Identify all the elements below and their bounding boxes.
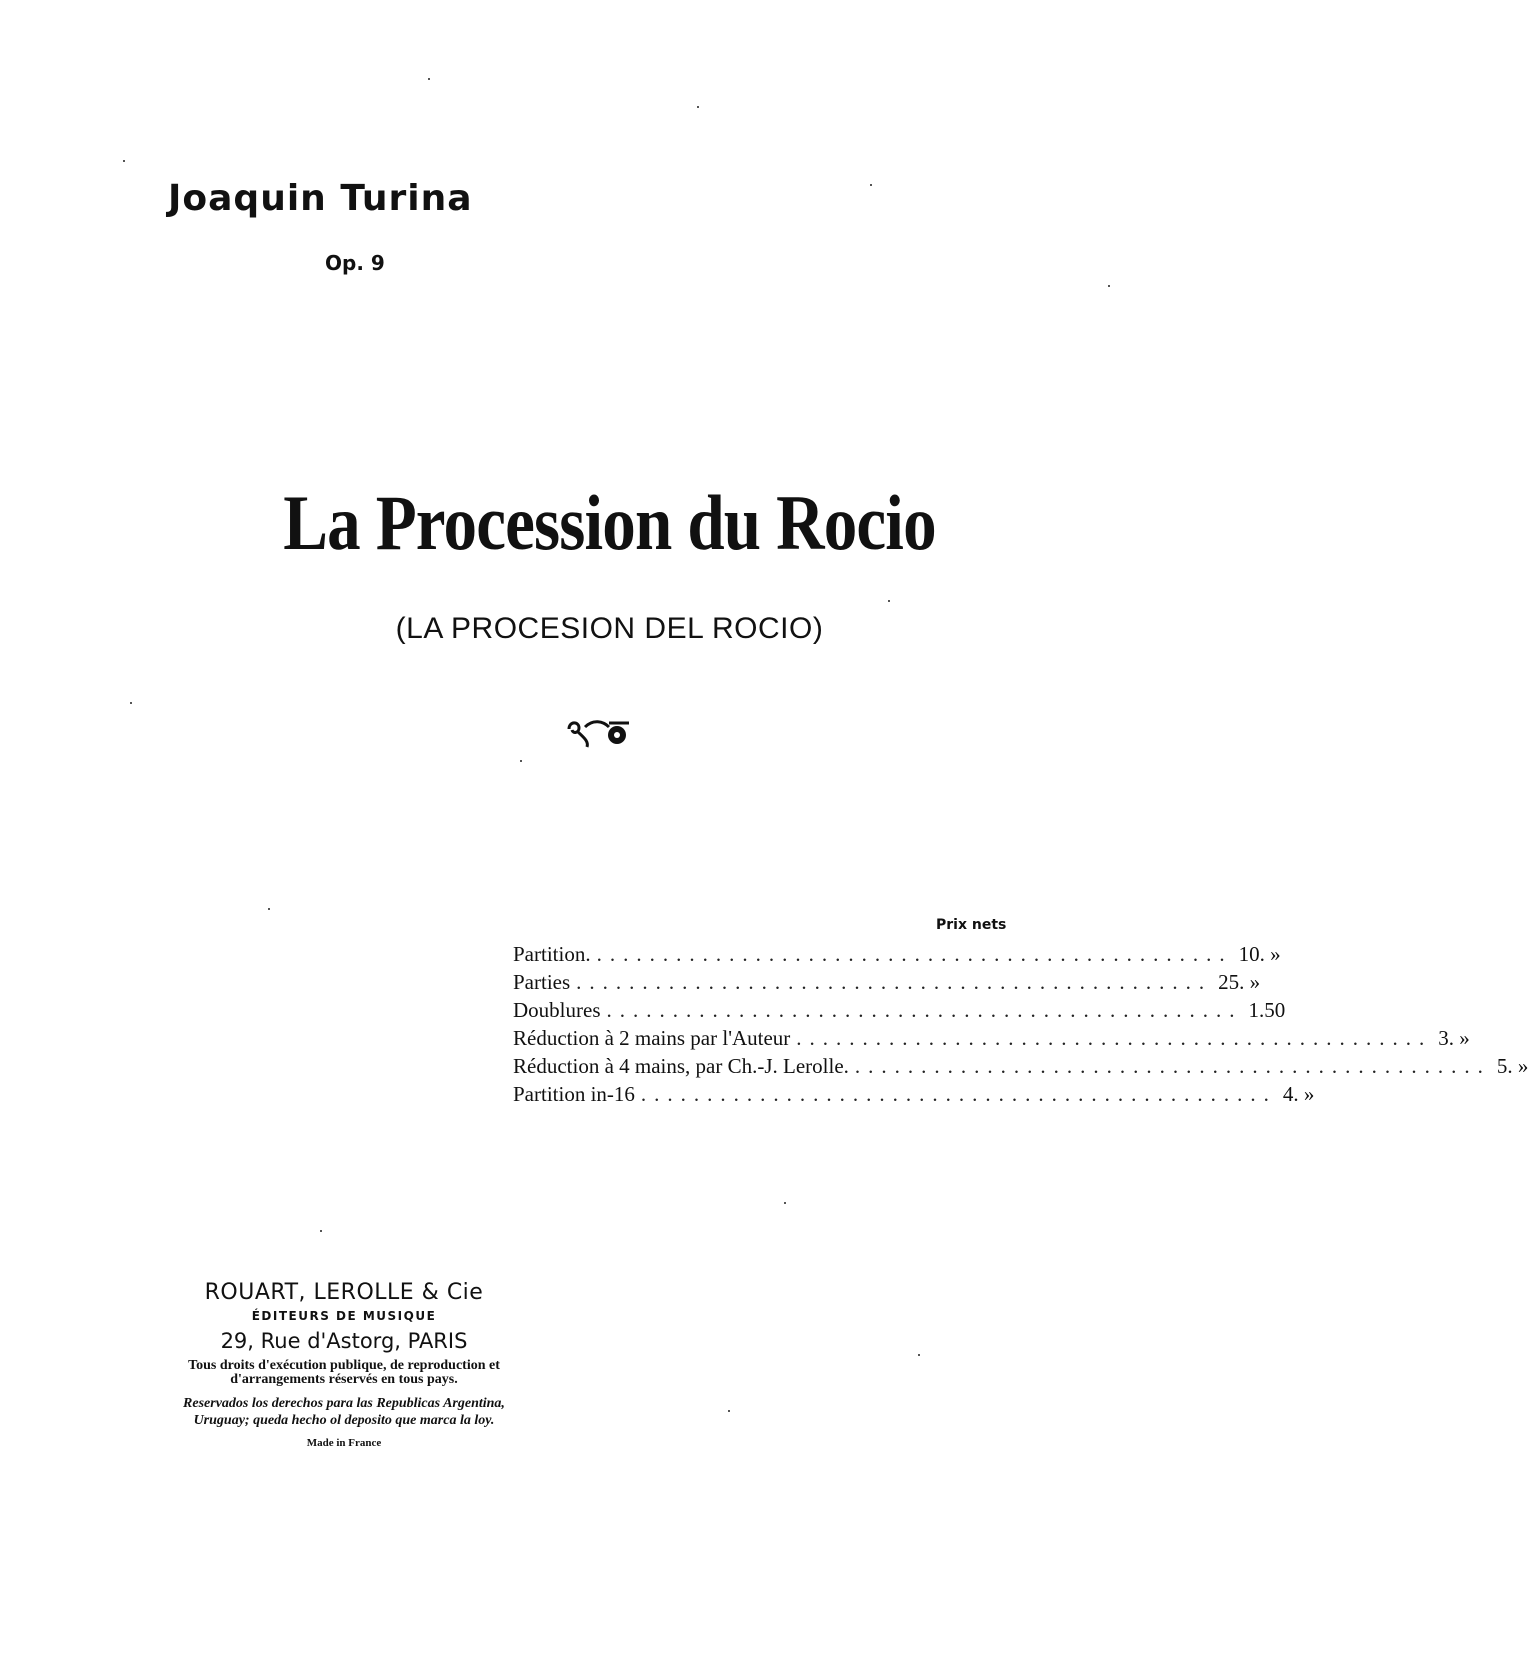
price-label: Réduction à 2 mains par l'Auteur (513, 1026, 791, 1050)
price-value: 3. » (1438, 1026, 1470, 1050)
scan-speck (870, 184, 872, 186)
scan-speck (784, 1202, 786, 1204)
scan-speck (1108, 285, 1110, 287)
scan-speck (130, 702, 132, 704)
opus-number: Op. 9 (325, 251, 385, 275)
scan-speck (520, 760, 522, 762)
scan-speck (320, 1230, 322, 1232)
price-value: 10. » (1238, 942, 1281, 966)
fleuron-ornament-icon (565, 715, 635, 749)
price-value: 25. » (1218, 970, 1261, 994)
price-label: Partition. (513, 942, 591, 966)
scan-speck (728, 1410, 730, 1412)
price-row (513, 1054, 1528, 1082)
dot-leader: ................................................ (796, 1026, 1433, 1050)
scan-speck (428, 78, 430, 80)
dot-leader: ................................................ (576, 970, 1213, 994)
price-row (513, 942, 1281, 970)
work-title: La Procession du Rocio (283, 479, 936, 566)
scan-speck (918, 1354, 920, 1356)
price-row (513, 970, 1261, 998)
price-list (513, 942, 1528, 1110)
publisher-role: ÉDITEURS DE MUSIQUE (251, 1309, 437, 1323)
work-subtitle: (LA PROCESION DEL ROCIO) (395, 612, 824, 645)
dot-leader: ................................................ (606, 998, 1243, 1022)
scan-speck (123, 160, 125, 162)
price-label: Doublures (513, 998, 601, 1022)
price-value: 4. » (1282, 1082, 1315, 1106)
scan-speck (268, 908, 270, 910)
made-in-notice: Made in France (306, 1437, 382, 1449)
prices-header: Prix nets (936, 917, 1007, 933)
price-label: Partition in-16 (513, 1082, 635, 1106)
composer-name: Joaquin Turina (168, 178, 473, 219)
dot-leader: ................................................ (854, 1054, 1491, 1078)
dot-leader: ................................................ (596, 942, 1233, 966)
dot-leader: ................................................ (640, 1082, 1277, 1106)
publisher-name: ROUART, LEROLLE & Cie (204, 1280, 484, 1305)
publisher-address: 29, Rue d'Astorg, PARIS (220, 1329, 468, 1353)
publisher-block (168, 1280, 520, 1449)
price-label: Parties (513, 970, 571, 994)
scan-speck (888, 600, 890, 602)
reserved-notice: Reservados los derechos para las Republicas Argentina, Uruguay; queda hecho ol deposito que marca la loy. (183, 1396, 505, 1428)
price-row (513, 1082, 1315, 1110)
price-row (513, 1026, 1470, 1054)
price-label: Réduction à 4 mains, par Ch.-J. Lerolle. (513, 1054, 849, 1078)
scan-speck (697, 106, 699, 108)
price-value: 1.50 (1248, 998, 1286, 1022)
price-value: 5. » (1496, 1054, 1528, 1078)
price-row (513, 998, 1286, 1026)
rights-notice: Tous droits d'exécution publique, de reproduction et d'arrangements réservés en tous pays. (188, 1358, 500, 1387)
